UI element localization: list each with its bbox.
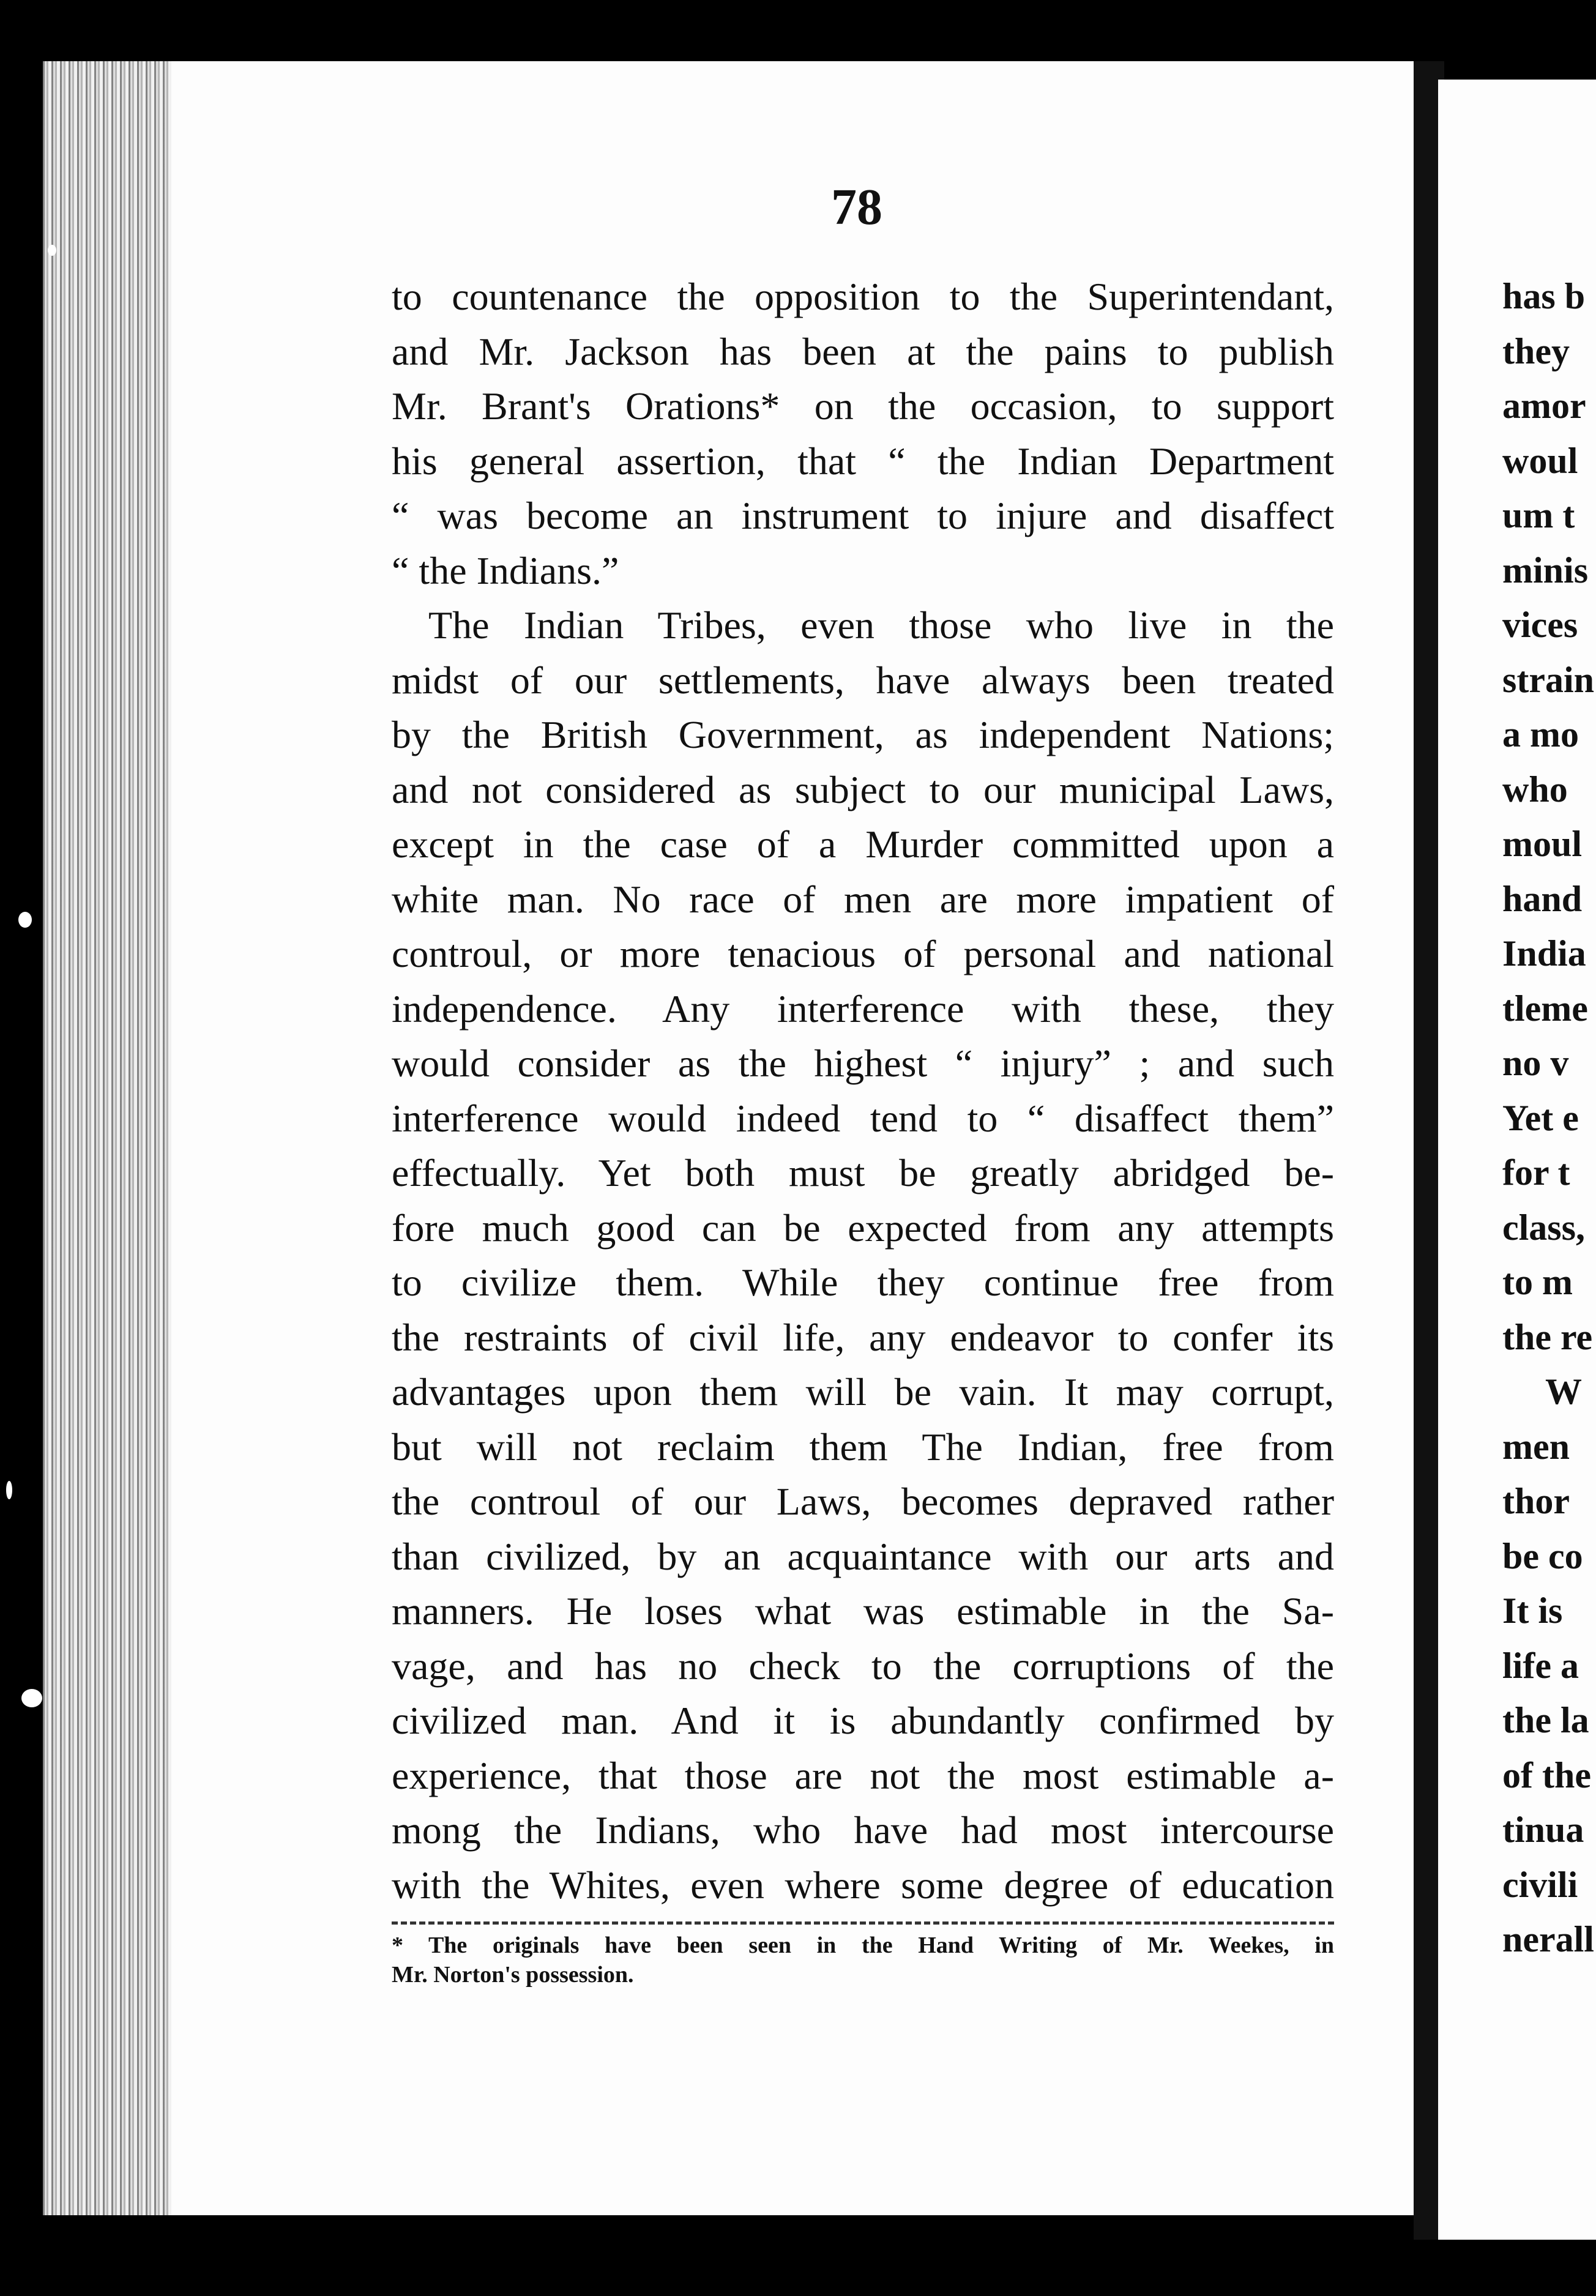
text-line: his general assertion, that “ the Indian Department xyxy=(392,439,1334,483)
text-line: except in the case of a Murder committed upon a xyxy=(392,822,1334,866)
text-line-fragment: a mo xyxy=(1502,714,1579,755)
text-line-fragment: India xyxy=(1502,933,1586,974)
text-line: to civilize them. While they continue free from xyxy=(392,1261,1334,1304)
text-line: to countenance the opposition to the Superintendant, xyxy=(392,275,1334,318)
text-line-fragment: moul xyxy=(1502,824,1583,864)
text-line-fragment: the la xyxy=(1502,1700,1589,1740)
text-line: “ was become an instrument to injure and disaffect xyxy=(392,494,1334,537)
text-line: civilized man. And it is abundantly confirmed by xyxy=(392,1699,1334,1742)
text-line: Mr. Brant's Orations* on the occasion, to support xyxy=(392,384,1334,428)
text-line: vage, and has no check to the corruptions of the xyxy=(392,1644,1334,1688)
text-line: and Mr. Jackson has been at the pains to publish xyxy=(392,329,1334,373)
scan-speck xyxy=(48,245,56,256)
text-line: mong the Indians, who have had most intercourse xyxy=(392,1808,1334,1852)
text-line-fragment: to m xyxy=(1502,1262,1573,1302)
text-line: advantages upon them will be vain. It may corrupt, xyxy=(392,1370,1334,1414)
text-line-fragment: for t xyxy=(1502,1152,1570,1193)
footnote-line: Mr. Norton's possession. xyxy=(392,1962,634,1988)
text-line: “ the Indians.” xyxy=(392,548,619,592)
text-line: than civilized, by an acquaintance with our arts and xyxy=(392,1534,1334,1578)
text-line-fragment: tleme xyxy=(1502,988,1588,1029)
text-line: fore much good can be expected from any attempts xyxy=(392,1206,1334,1250)
text-line-fragment: civili xyxy=(1502,1864,1578,1905)
scan-speck xyxy=(6,1481,12,1499)
text-line-fragment: be co xyxy=(1502,1535,1583,1576)
page-number: 78 xyxy=(831,179,882,236)
text-line-fragment: life a xyxy=(1502,1645,1579,1686)
text-line-fragment: the re xyxy=(1502,1316,1593,1357)
text-line: midst of our settlements, have always been treated xyxy=(392,658,1334,702)
body-text xyxy=(392,269,1334,1912)
text-line-fragment: woul xyxy=(1502,440,1578,481)
text-line: by the British Government, as independent Nations; xyxy=(392,713,1334,756)
text-line-fragment: has b xyxy=(1502,276,1586,316)
text-line: manners. He loses what was estimable in the Sa- xyxy=(392,1589,1334,1633)
text-line-fragment: nerall xyxy=(1502,1919,1594,1959)
text-line-fragment: class, xyxy=(1502,1207,1585,1248)
text-line-fragment: they xyxy=(1502,330,1570,371)
scan-speck xyxy=(18,912,32,928)
text-line-fragment: of the xyxy=(1502,1754,1591,1795)
text-line: the controul of our Laws, becomes depraved rather xyxy=(392,1480,1334,1523)
text-line-fragment: amor xyxy=(1502,386,1586,426)
text-line-fragment: um t xyxy=(1502,495,1575,535)
text-line-fragment: who xyxy=(1502,769,1568,810)
text-line: experience, that those are not the most estimable a- xyxy=(392,1753,1334,1797)
text-line: the restraints of civil life, any endeavor to confer its xyxy=(392,1315,1334,1359)
text-line-fragment: hand xyxy=(1502,878,1583,919)
text-line: with the Whites, even where some degree of education xyxy=(392,1863,1334,1907)
text-line: independence. Any interference with these, they xyxy=(392,986,1334,1031)
text-line: white man. No race of men are more impatient of xyxy=(392,877,1334,921)
footnote-rule xyxy=(392,1921,1334,1925)
text-line-fragment: thor xyxy=(1502,1481,1570,1521)
text-line: interference would indeed tend to “ disaffect them” xyxy=(392,1096,1334,1140)
text-line: and not considered as subject to our municipal Laws, xyxy=(392,767,1334,811)
text-line-fragment: Yet e xyxy=(1502,1097,1579,1138)
footnote-line: * The originals have been seen in the Hand Writing of Mr. Weekes, in xyxy=(392,1933,1334,1958)
page-edges xyxy=(43,61,171,2215)
right-page-text xyxy=(1502,269,1596,1967)
footnote xyxy=(392,1931,1334,1989)
text-line: effectually. Yet both must be greatly abridged be- xyxy=(392,1151,1334,1195)
text-line-fragment: no v xyxy=(1502,1043,1569,1083)
text-line-fragment: minis xyxy=(1502,550,1589,591)
text-line: The Indian Tribes, even those who live in the xyxy=(428,603,1334,647)
text-line-fragment: W xyxy=(1545,1371,1582,1412)
text-line-fragment: It is xyxy=(1502,1590,1563,1631)
text-line-fragment: strain xyxy=(1502,659,1594,700)
text-line-fragment: men xyxy=(1502,1426,1570,1467)
text-line: but will not reclaim them The Indian, free from xyxy=(392,1425,1334,1469)
scan-speck xyxy=(21,1689,42,1707)
text-line: controul, or more tenacious of personal and national xyxy=(392,932,1334,975)
text-line-fragment: vices xyxy=(1502,605,1578,645)
text-line-fragment: tinua xyxy=(1502,1810,1584,1850)
text-line: would consider as the highest “ injury” ; and such xyxy=(392,1042,1334,1085)
